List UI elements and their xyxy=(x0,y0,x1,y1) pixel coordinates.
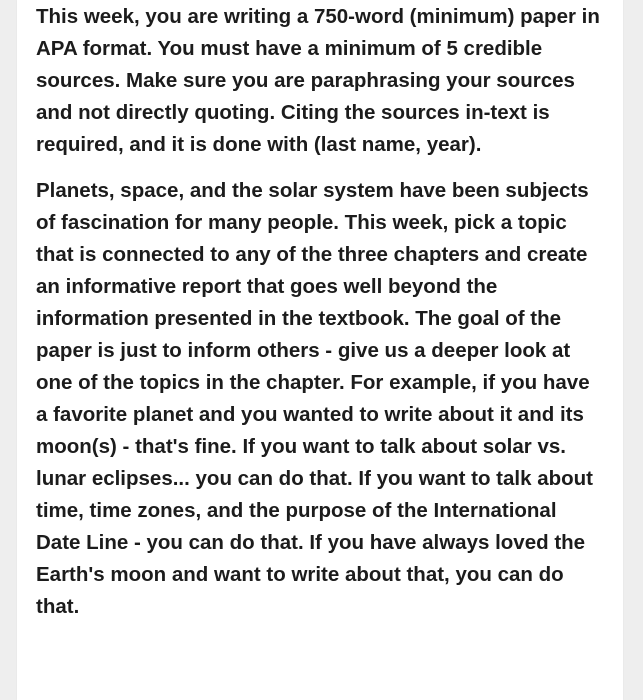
document-content xyxy=(36,0,606,623)
assignment-requirements-paragraph: This week, you are writing a 750-word (minimum) paper in APA format. You must have a minimum of 5 credible sources. Make sure you are paraphrasing your sources and not directly quoting. Citing the sources in-text is required, and it is done with (last name, year). xyxy=(36,5,600,156)
topic-description-paragraph: Planets, space, and the solar system have been subjects of fascination for many people. This week, pick a topic that is connected to any of the three chapters and create an informative report that goes well beyond the information presented in the textbook. The goal of the paper is just to inform others - give us a deeper look at one of the topics in the chapter. For example, if you have a favorite planet and you wanted to write about it and its moon(s) - that's fine. If you want to talk about solar vs. lunar eclipses... you can do that. If you want to talk about time, time zones, and the purpose of the International Date Line - you can do that. If you have always loved the Earth's moon and want to write about that, you can do that. xyxy=(36,179,593,618)
document-page xyxy=(17,0,623,700)
